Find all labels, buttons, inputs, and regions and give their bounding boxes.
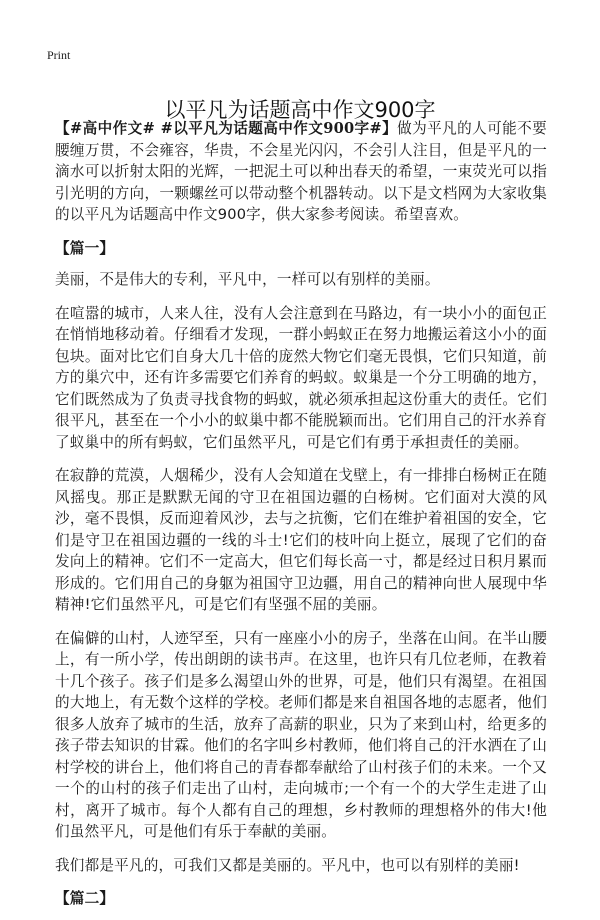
page-title: 以平凡为话题高中作文900字	[164, 98, 436, 123]
article-body	[55, 118, 547, 920]
paragraph: 美丽，不是伟大的专利，平凡中，一样可以有别样的美丽。	[55, 271, 440, 288]
section-heading-1: 【篇一】	[55, 239, 115, 257]
intro-text: 做为平凡的人可能不要腰缠万贯，不会雍容，华贵，不会星光闪闪，不会引人注目，但是平凡的一滴水可以折射太阳的光辉，一把泥土可以种出春天的希望，一束荧光可以指引光明的方向，一颗螺丝可以带动整个机器转动。以下是文档网为大家收集的以平凡为话题高中作文900字，供大家参考阅读。希望喜欢。	[55, 120, 547, 223]
paragraph: 在喧嚣的城市，人来人往，没有人会注意到在马路边，有一块小小的面包正在悄悄地移动着。仔细看才发现，一群小蚂蚁正在努力地搬运着这小小的面包块。面对比它们自身大几十倍的庞然大物它们毫无畏惧，它们只知道，前方的巢穴中，还有许多需要它们养育的蚂蚁。蚁巢是一个分工明确的地方，它们既然成为了负责寻找食物的蚂蚁，就必须承担起这份重大的责任。它们很平凡，甚至在一个小小的蚁巢中都不能脱颖而出。它们用自己的汗水养育了蚁巢中的所有蚂蚁，它们虽然平凡，可是它们有勇于承担责任的美丽。	[55, 304, 547, 451]
print-label: Print	[47, 48, 71, 62]
paragraph: 在偏僻的山村，人迹罕至，只有一座座小小的房子，坐落在山间。在半山腰上，有一所小学，传出朗朗的读书声。在这里，也许只有几位老师，在教着十几个孩子。孩子们是多么渴望山外的世界，可是，他们只有渴望。在祖国的大地上，有无数个这样的学校。老师们都是来自祖国各地的志愿者，他们很多人放弃了城市的生活，放弃了高薪的职业，只为了来到山村，给更多的孩子带去知识的甘霖。他们的名字叫乡村教师，他们将自己的汗水洒在了山村学校的讲台上，他们将自己的青春都奉献给了山村孩子们的未来。一个又一个的山村的孩子们走出了山村，走向城市;一个有一个的大学生走进了山村，离开了城市。每个人都有自己的理想，乡村教师的理想格外的伟大!他们虽然平凡，可是他们有乐于奉献的美丽。	[55, 629, 547, 840]
intro-paragraph	[55, 118, 547, 226]
section-heading-2: 【篇二】	[55, 890, 115, 907]
paragraph: 在寂静的荒漠，人烟稀少，没有人会知道在戈壁上，有一排排白杨树正在随风摇曳。那正是默默无闻的守卫在祖国边疆的白杨树。它们面对大漠的风沙，毫不畏惧，反而迎着风沙，去与之抗衡，它们在维护着祖国的安全，它们是守卫在祖国边疆的一线的斗士!它们的枝叶向上挺立，展现了它们的奋发向上的精神。它们不一定高大，但它们每长高一寸，都是经过日积月累而形成的。它们用自己的身躯为祖国守卫边疆，用自己的精神向世人展现中华精神!它们虽然平凡，可是它们有坚强不屈的美丽。	[55, 467, 547, 613]
intro-tag: 【#高中作文# #以平凡为话题高中作文900字#】	[55, 120, 398, 137]
paragraph: 我们都是平凡的，可我们又都是美丽的。平凡中，也可以有别样的美丽!	[55, 856, 520, 874]
